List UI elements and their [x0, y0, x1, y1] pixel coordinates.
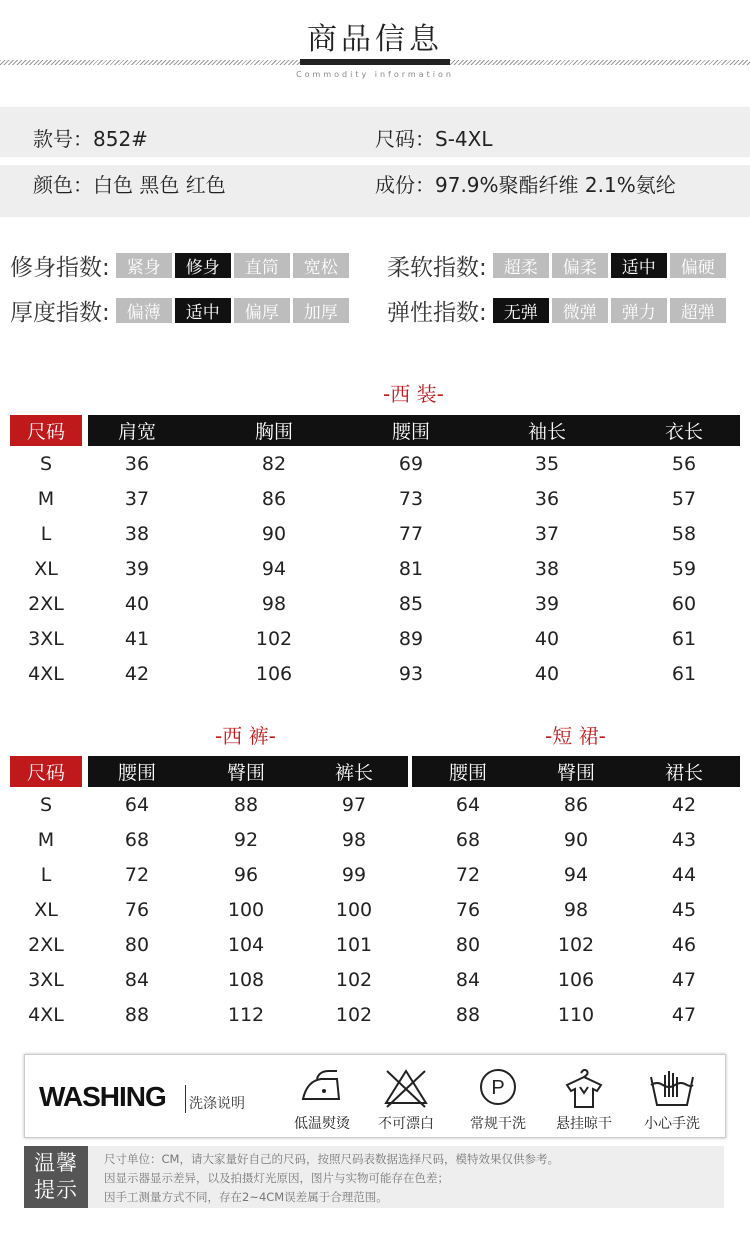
svg-text:P: P	[491, 1077, 505, 1099]
index-option: 加厚	[293, 298, 349, 323]
table-cell: L	[40, 864, 52, 886]
table-cell: 2XL	[28, 934, 64, 956]
table-cell: 88	[124, 1004, 150, 1026]
tips-line-2: 因显示器显示差异，以及拍摄灯光原因，图片与实物可能存在色差；	[104, 1171, 449, 1185]
table-cell: 68	[124, 829, 150, 851]
wash-item-iron	[287, 1067, 357, 1135]
table-cell: S	[39, 794, 53, 816]
table-cell: 47	[671, 1004, 697, 1026]
header-hatch-right	[450, 60, 750, 65]
wash-item-hang	[549, 1067, 619, 1135]
index-option: 直筒	[234, 253, 290, 278]
table-cell: 81	[398, 558, 424, 580]
table-cell: L	[40, 523, 52, 545]
table-cell: 100	[335, 899, 373, 921]
color-list: 颜色：白色 黑色 红色	[33, 173, 226, 197]
table-cell: 85	[398, 593, 424, 615]
product-info-panel	[0, 107, 750, 217]
wash-item-bleach	[371, 1067, 441, 1135]
table-cell: 90	[261, 523, 287, 545]
table-cell: 72	[455, 864, 481, 886]
table-cell: 44	[671, 864, 697, 886]
wash-label-dryclean: 常规干洗	[470, 1116, 526, 1132]
index-option: 超弹	[670, 298, 726, 323]
table-cell: 112	[227, 1004, 265, 1026]
size-column-header: 尺码	[10, 756, 82, 787]
table-cell: 80	[124, 934, 150, 956]
size-range: 尺码：S-4XL	[375, 127, 493, 151]
index-option: 修身	[175, 253, 231, 278]
table-cell: 86	[261, 488, 287, 510]
wash-item-dryclean	[463, 1067, 533, 1135]
table-cell: 64	[455, 794, 481, 816]
table-cell: 39	[534, 593, 560, 615]
hang-dry-icon	[559, 1067, 609, 1109]
table-cell: 57	[671, 488, 697, 510]
index-option: 无弹	[493, 298, 549, 323]
table-cell: 56	[671, 453, 697, 475]
table-cell: 38	[124, 523, 150, 545]
table-cell: 38	[534, 558, 560, 580]
washing-title: WASHING	[39, 1081, 166, 1112]
index-label: 弹性指数:	[387, 299, 487, 326]
column-header: 裙长	[664, 762, 703, 784]
table-cell: 77	[398, 523, 424, 545]
table-cell: 104	[227, 934, 265, 956]
index-row	[387, 252, 729, 281]
table-cell: 2XL	[28, 593, 64, 615]
table-cell: S	[39, 453, 53, 475]
table-cell: XL	[34, 899, 58, 921]
table-cell: 97	[341, 794, 367, 816]
table-cell: 4XL	[28, 663, 64, 685]
page-subtitle: Commodity information	[296, 70, 454, 79]
table-cell: 76	[455, 899, 481, 921]
table-cell: 82	[261, 453, 287, 475]
composition: 成份：97.9%聚酯纤维 2.1%氨纶	[375, 173, 676, 197]
table-cell: 41	[124, 628, 150, 650]
dry-clean-p-icon	[473, 1067, 523, 1109]
table-cell: 101	[335, 934, 373, 956]
table-cell: 84	[455, 969, 481, 991]
index-option: 超柔	[493, 253, 549, 278]
table-cell: 102	[255, 628, 293, 650]
table-cell: 37	[124, 488, 150, 510]
no-bleach-icon	[381, 1067, 431, 1109]
table-cell: 37	[534, 523, 560, 545]
size-column-header: 尺码	[10, 415, 82, 446]
index-option: 偏柔	[552, 253, 608, 278]
table-cell: 47	[671, 969, 697, 991]
column-header: 衣长	[664, 421, 703, 443]
index-label: 修身指数:	[10, 254, 110, 281]
index-option: 宽松	[293, 253, 349, 278]
style-number: 款号：852#	[33, 127, 148, 151]
table-cell: 40	[534, 628, 560, 650]
index-option: 偏薄	[116, 298, 172, 323]
table-cell: 94	[563, 864, 589, 886]
tips-panel	[24, 1146, 724, 1208]
page-header	[0, 0, 750, 90]
column-header: 肩宽	[117, 421, 156, 443]
table-cell: 68	[455, 829, 481, 851]
table-cell: 96	[233, 864, 259, 886]
table-cell: 40	[124, 593, 150, 615]
table-cell: 43	[671, 829, 697, 851]
wash-label-hang: 悬挂晾干	[556, 1116, 612, 1132]
table-cell: 42	[671, 794, 697, 816]
table-cell: 59	[671, 558, 697, 580]
table-cell: 3XL	[28, 969, 64, 991]
table-cell: 36	[534, 488, 560, 510]
hand-wash-icon	[647, 1067, 697, 1109]
table-cell: 102	[335, 969, 373, 991]
column-header: 裤长	[334, 762, 373, 784]
table-cell: 42	[124, 663, 150, 685]
suit-section-title: -西 装-	[383, 382, 444, 406]
washing-instructions	[24, 1054, 726, 1138]
table-cell: 3XL	[28, 628, 64, 650]
table-cell: 73	[398, 488, 424, 510]
table-cell: 61	[671, 663, 697, 685]
index-row	[10, 252, 352, 281]
wash-label-bleach: 不可漂白	[378, 1116, 434, 1132]
table-cell: 90	[563, 829, 589, 851]
table-cell: 93	[398, 663, 424, 685]
table-cell: 39	[124, 558, 150, 580]
table-cell: 102	[557, 934, 595, 956]
table-cell: 106	[255, 663, 293, 685]
tips-line-1: 尺寸单位：CM，请大家量好自己的尺码，按照尺码表数据选择尺码，模特效果仅供参考。	[104, 1152, 559, 1166]
index-option: 适中	[175, 298, 231, 323]
table-cell: 86	[563, 794, 589, 816]
table-cell: 40	[534, 663, 560, 685]
index-label: 柔软指数:	[387, 254, 487, 281]
index-row	[10, 297, 352, 326]
column-header: 腰围	[448, 762, 487, 784]
table-cell: 89	[398, 628, 424, 650]
table-cell: 106	[557, 969, 595, 991]
table-cell: 69	[398, 453, 424, 475]
skirt-section-title: -短 裙-	[545, 724, 606, 748]
washing-divider	[185, 1085, 186, 1113]
table-cell: M	[37, 488, 55, 510]
index-option: 偏厚	[234, 298, 290, 323]
table-cell: 88	[233, 794, 259, 816]
table-cell: 94	[261, 558, 287, 580]
wash-label-iron: 低温熨烫	[294, 1116, 350, 1132]
table-cell: 58	[671, 523, 697, 545]
table-cell: 72	[124, 864, 150, 886]
table-cell: 88	[455, 1004, 481, 1026]
table-cell: 84	[124, 969, 150, 991]
table-cell: 98	[563, 899, 589, 921]
table-cell: 61	[671, 628, 697, 650]
wash-item-handwash	[637, 1067, 707, 1135]
table-cell: M	[37, 829, 55, 851]
table-cell: 110	[557, 1004, 595, 1026]
wash-label-handwash: 小心手洗	[644, 1116, 700, 1132]
column-header: 胸围	[254, 421, 293, 443]
column-header: 袖长	[527, 421, 566, 443]
index-option: 适中	[611, 253, 667, 278]
table-cell: 98	[341, 829, 367, 851]
tips-heading-line1: 温馨	[34, 1151, 78, 1175]
page-title: 商品信息	[307, 22, 443, 57]
index-label: 厚度指数:	[10, 299, 110, 326]
index-option: 偏硬	[670, 253, 726, 278]
index-option: 紧身	[116, 253, 172, 278]
table-cell: 45	[671, 899, 697, 921]
column-header: 腰围	[391, 421, 430, 443]
table-cell: 46	[671, 934, 697, 956]
header-hatch-left	[0, 60, 300, 65]
column-header: 臀围	[556, 762, 595, 784]
table-cell: 92	[233, 829, 259, 851]
table-cell: 60	[671, 593, 697, 615]
table-cell: 35	[534, 453, 560, 475]
index-row	[387, 297, 729, 326]
table-cell: 76	[124, 899, 150, 921]
index-option: 微弹	[552, 298, 608, 323]
tips-heading-line2: 提示	[34, 1178, 78, 1202]
table-cell: 36	[124, 453, 150, 475]
table-cell: 98	[261, 593, 287, 615]
tips-line-3: 因手工测量方式不同，存在2~4CM误差属于合理范围。	[104, 1190, 388, 1204]
washing-subtitle: 洗涤说明	[189, 1096, 245, 1112]
table-cell: 100	[227, 899, 265, 921]
column-header: 腰围	[117, 762, 156, 784]
table-cell: 64	[124, 794, 150, 816]
pants-section-title: -西 裤-	[215, 724, 276, 748]
table-cell: XL	[34, 558, 58, 580]
table-cell: 108	[227, 969, 265, 991]
info-divider	[0, 157, 750, 165]
table-cell: 102	[335, 1004, 373, 1026]
table-cell: 80	[455, 934, 481, 956]
column-header: 臀围	[226, 762, 265, 784]
header-underline	[300, 59, 450, 65]
table-cell: 99	[341, 864, 367, 886]
index-option: 弹力	[611, 298, 667, 323]
table-cell: 4XL	[28, 1004, 64, 1026]
tips-heading	[24, 1146, 88, 1208]
low-temp-iron-icon	[297, 1067, 347, 1109]
